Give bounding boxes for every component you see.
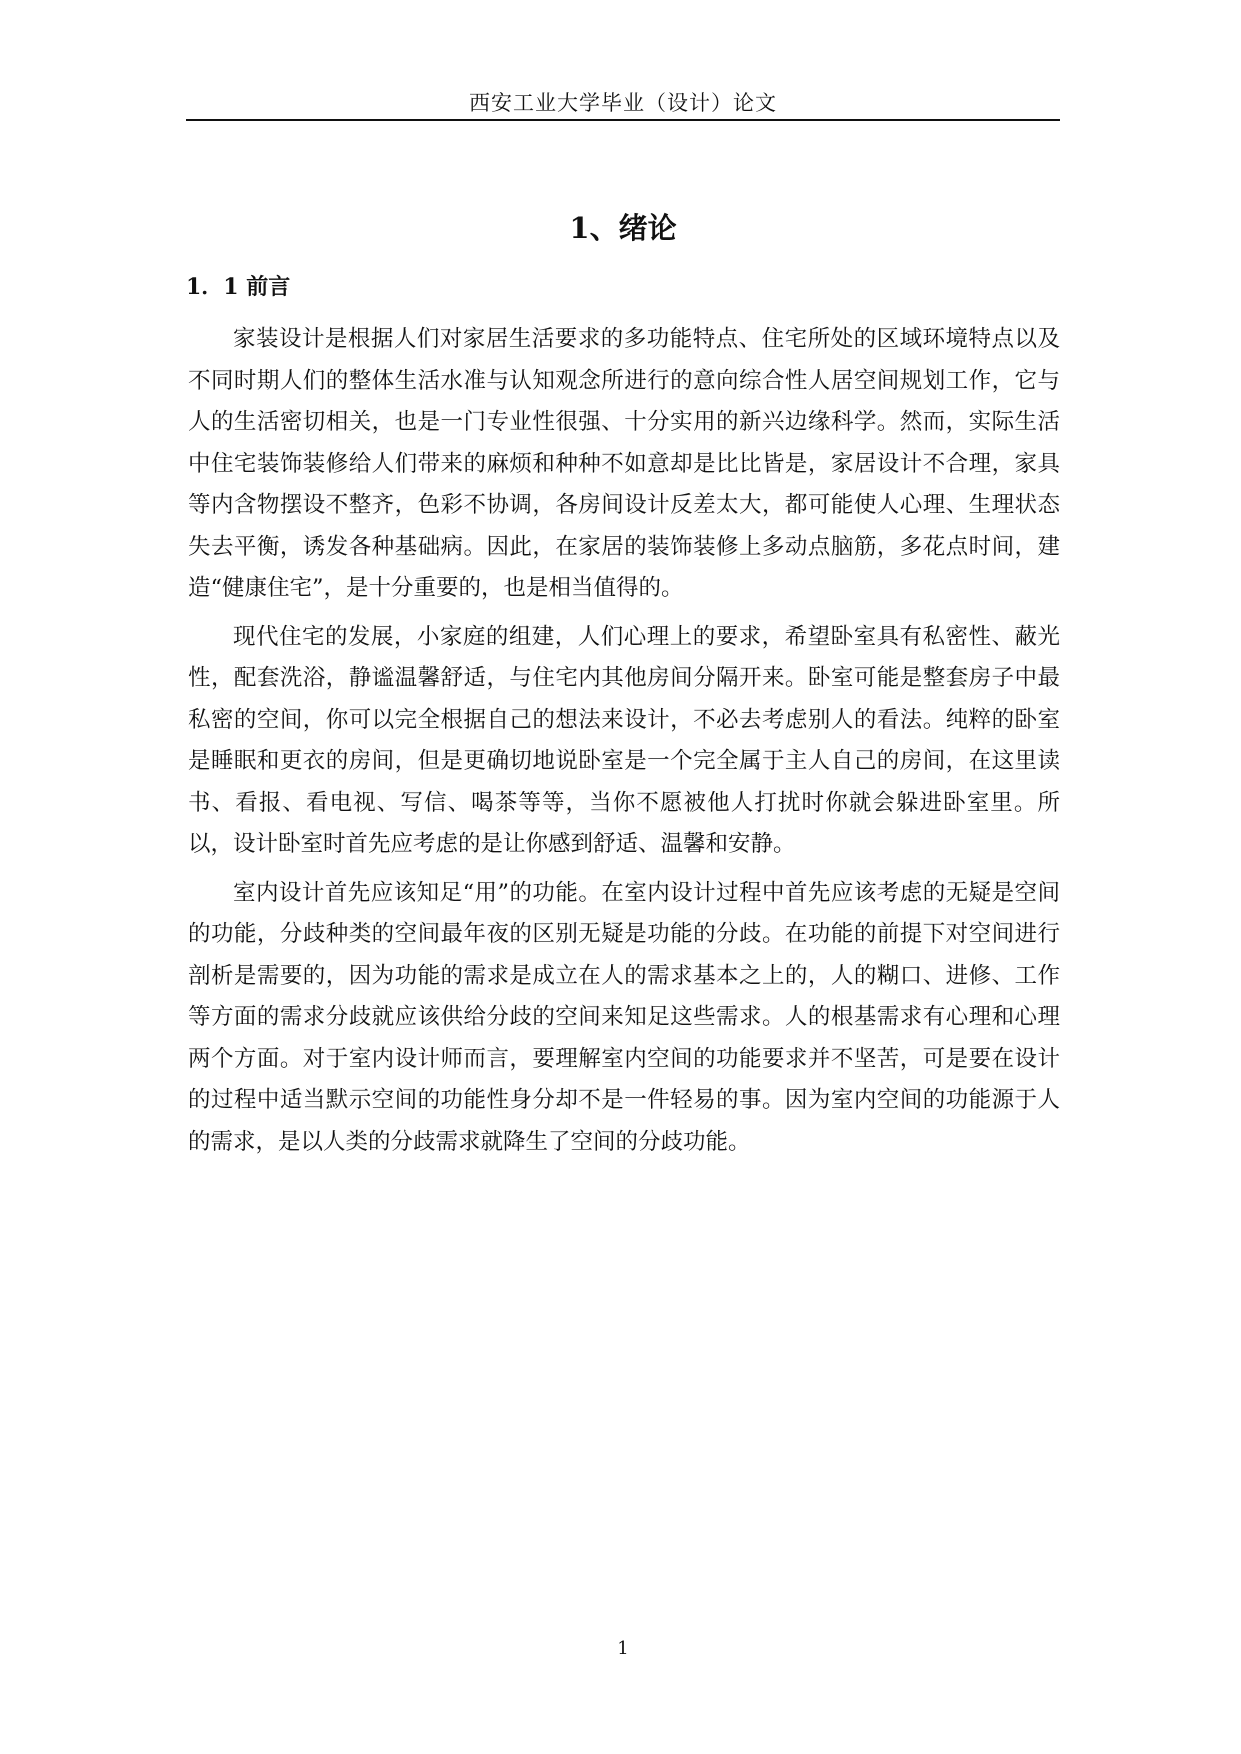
body-text (188, 319, 1060, 1170)
page-number: 1 (617, 1638, 629, 1659)
section-title: 1．1 前言 (186, 274, 291, 300)
running-header: 西安工业大学毕业（设计）论文 (469, 91, 777, 115)
paragraph-2: 现代住宅的发展，小家庭的组建，人们心理上的要求，希望卧室具有私密性、蔽光性，配套洗浴，静谧温馨舒适，与住宅内其他房间分隔开来。卧室可能是整套房子中最私密的空间，你可以完全根据自己的想法来设计，不必去考虑别人的看法。纯粹的卧室是睡眠和更衣的房间，但是更确切地说卧室是一个完全属于主人自己的房间，在这里读书、看报、看电视、写信、喝茶等等，当你不愿被他人打扰时你就会躲进卧室里。所以，设计卧室时首先应考虑的是让你感到舒适、温馨和安静。 (188, 623, 1060, 857)
paragraph-3: 室内设计首先应该知足“用”的功能。在室内设计过程中首先应该考虑的无疑是空间的功能，分歧种类的空间最年夜的区别无疑是功能的分歧。在功能的前提下对空间进行剖析是需要的，因为功能的需求是成立在人的需求基本之上的，人的糊口、进修、工作等方面的需求分歧就应该供给分歧的空间来知足这些需求。人的根基需求有心理和心理两个方面。对于室内设计师而言，要理解室内空间的功能要求并不坚苦，可是要在设计的过程中适当默示空间的功能性身分却不是一件轻易的事。因为室内空间的功能源于人的需求，是以人类的分歧需求就降生了空间的分歧功能。 (188, 879, 1060, 1155)
chapter-title: 1、绪论 (569, 211, 677, 245)
header-rule (186, 119, 1060, 121)
paragraph-1: 家装设计是根据人们对家居生活要求的多功能特点、住宅所处的区域环境特点以及不同时期人们的整体生活水准与认知观念所进行的意向综合性人居空间规划工作，它与人的生活密切相关，也是一门专业性很强、十分实用的新兴边缘科学。然而，实际生活中住宅装饰装修给人们带来的麻烦和种种不如意却是比比皆是，家居设计不合理，家具等内含物摆设不整齐，色彩不协调，各房间设计反差太大，都可能使人心理、生理状态失去平衡，诱发各种基础病。因此，在家居的装饰装修上多动点脑筋，多花点时间，建造“健康住宅”，是十分重要的，也是相当值得的。 (188, 326, 1060, 601)
